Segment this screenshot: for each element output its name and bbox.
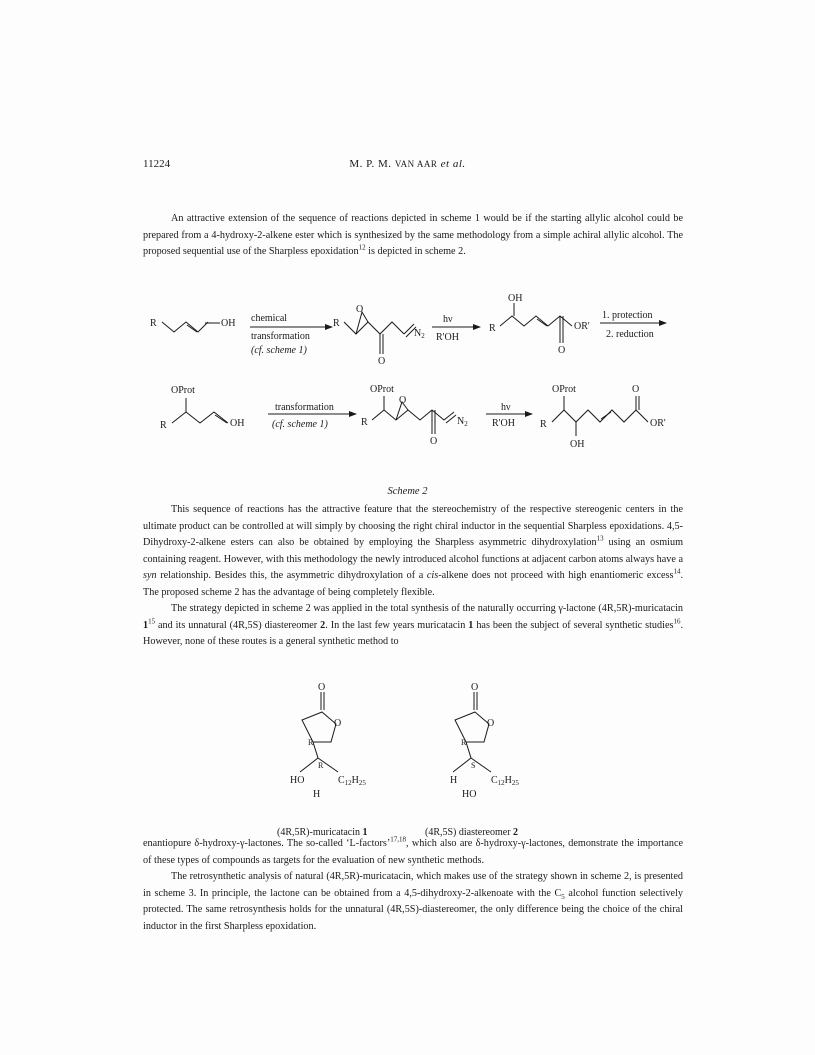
product-ester-chain (500, 316, 572, 326)
arrow-row2-top-label: transformation (275, 402, 334, 413)
diastereomer-label: (4R,5S) diastereomer 2 (425, 827, 519, 838)
epoxide-o-label-2: O (399, 395, 407, 406)
start-oh-label: OH (221, 318, 236, 329)
oprot-label-2: OProt (370, 384, 394, 395)
diazo-label: $N_2$ (414, 328, 425, 340)
product-oh-label: OH (508, 293, 523, 304)
epoxy-diazoketone-chain (344, 322, 404, 334)
diazo-label-2: $N_2$ (457, 416, 468, 428)
muricatacin-1-structure (300, 692, 338, 772)
lactone2-carbonyl-o: O (471, 682, 479, 693)
epoxide-r-label: R (333, 318, 340, 329)
epoxide-o-label: O (356, 304, 364, 315)
carbonyl-o-label-2: O (430, 436, 438, 447)
arrow-row2-bot-label: (cf. scheme 1) (272, 419, 328, 430)
arrow1-bot-label: (cf. scheme 1) (251, 345, 307, 356)
lactone1-chain: $C_{12}H_{25}$ (338, 775, 366, 787)
roh-label-1: R'OH (436, 332, 459, 343)
product-r-label: R (489, 323, 496, 334)
paragraph-intro: An attractive extension of the sequence of reactions depicted in scheme 1 would be if the starting allylic alcohol could be prepared from a 4-hydroxy-2-alkene ester which is synthesized by the same methodology from a simple achiral allylic alcohol. The proposed sequential use of the Sharpless epoxidation$^{12}$ is depicted in scheme 2. (143, 213, 683, 258)
muricatacin-label: (4R,5R)-muricatacin 1 (277, 827, 368, 838)
hv-label-1: hν (443, 314, 453, 325)
arrow1-top-label: chemical (251, 313, 288, 324)
arrow3-top-label: 1. protection (602, 310, 653, 321)
r-label-row2-3: R (540, 419, 547, 430)
scheme-caption: Scheme 2 (387, 486, 428, 497)
roh-label-2: R'OH (492, 418, 515, 429)
diol-ester-chain (552, 410, 648, 422)
carbonyl-o-label: O (378, 356, 386, 367)
oprot-label-3: OProt (552, 384, 576, 395)
paragraph-strategy: The strategy depicted in scheme 2 was applied in the total synthesis of the naturally occurring γ-lactone (4R,5R)-muricatacin $1^{15}$ and its unnatural (4R,5S) diastereomer 2. In the last few years muricatacin 1 has been the subject of several synthetic studies$^{16}$. However, none of these routes is a general synthetic method to (143, 603, 683, 648)
arrow3-bot-label: 2. reduction (606, 329, 654, 340)
lactone1-ring-r: R (308, 738, 314, 747)
lactone1-stereo: R (318, 761, 324, 770)
page-number: 11224 (143, 158, 171, 170)
lactone2-h: H (450, 775, 458, 786)
product-o-label: O (558, 345, 566, 356)
lactone2-chain: $C_{12}H_{25}$ (491, 775, 519, 787)
lactone1-ho: HO (290, 775, 305, 786)
r-label-row2-1: R (160, 420, 167, 431)
lactone2-ho: HO (462, 789, 477, 800)
allylic-alcohol-chain (162, 322, 208, 332)
start-r-label: R (150, 318, 157, 329)
lactone1-h: H (313, 789, 321, 800)
paragraph-retrosynthesis: The retrosynthetic analysis of natural (4R,5R)-muricatacin, which makes use of the strategy shown in scheme 2, is presented in scheme 3. In principle, the lactone can be obtained from a 4,5-dihydroxy-2-alkenoate with the $C_5$ alcohol function selectively protected. The same retrosynthesis holds for the unnatural (4R,5S)-diastereomer, the only difference being the choice of the chiral inductor in the first Sharpless epoxidation. (143, 871, 684, 932)
r-label-row2-2: R (361, 417, 368, 428)
paragraph-stereochemistry: This sequence of reactions has the attractive feature that the stereochemistry of the respective stereogenic centers in the ultimate product can be controlled at will simply by choosing the right chiral inductor in the sequential Sharpless epoxidations. 4,5-Dihydroxy-2-alkene esters can also be obtained by employing the Sharpless asymmetric dihydroxylation$^{13}$ using an osmium containing reagent. However, with this methodology the newly introduced alcohol functions at adjacent carbon atoms always have a syn relationship. Besides this, the asymmetric dihydroxylation of a cis-alkene does not proceed with high enantiomeric excess$^{14}$. The proposed scheme 2 has the advantage of being completely flexible. (143, 504, 683, 598)
oprot-label-1: OProt (171, 385, 195, 396)
paragraph-lfactors: enantiopure δ-hydroxy-γ-lactones. The so-called ‘L-factors’$^{17,18}$, which also are δ-hydroxy-γ-lactones, demonstrate the importance of these types of compounds as targets for the evaluation of new synthetic methods. (143, 835, 683, 866)
product-or-label-row2: OR' (650, 418, 666, 429)
oh-label-row2-1: OH (230, 418, 245, 429)
product-o-label-row2: O (632, 384, 640, 395)
lactone2-stereo: S (471, 761, 476, 770)
diastereomer-2-structure (453, 692, 491, 772)
running-head-authors: M. P. M. VAN AAR et al. (349, 158, 466, 170)
lactone1-carbonyl-o: O (318, 682, 326, 693)
product-or-label: OR' (574, 321, 590, 332)
lactone2-ring-r: R (461, 738, 467, 747)
hv-label-2: hν (501, 402, 511, 413)
lactone1-ring-o: O (334, 718, 342, 729)
product-oh-label-row2: OH (570, 439, 585, 450)
lactone2-ring-o: O (487, 718, 495, 729)
reference-marker: 12 (358, 243, 366, 252)
protected-epoxy-diazoketone-chain (372, 410, 454, 420)
arrow1-mid-label: transformation (251, 331, 310, 342)
